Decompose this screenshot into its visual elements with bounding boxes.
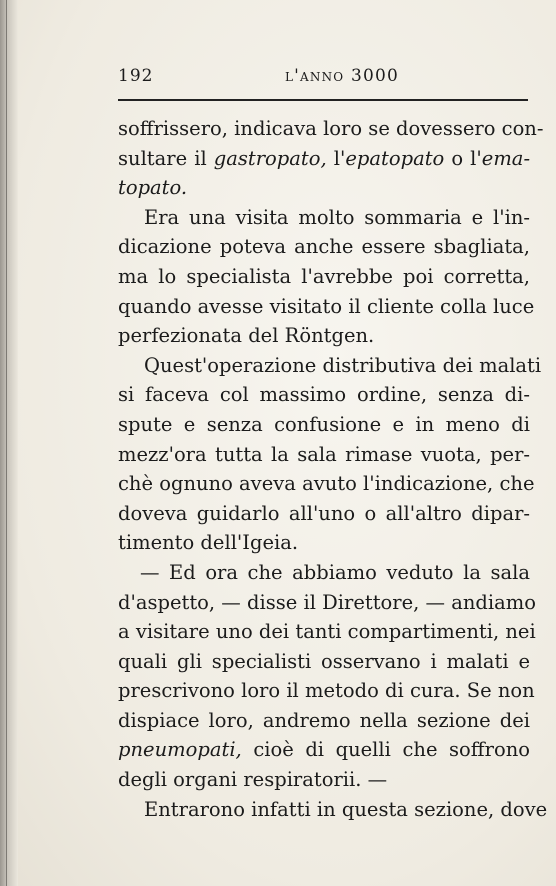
text-line: soffrissero, indicava loro se dovessero con-	[118, 117, 544, 140]
text-line: quali gli specialisti osservano i malati e	[118, 649, 530, 673]
text-line: Quest'operazione distributiva dei malati	[144, 353, 542, 377]
text-line: si faceva col massimo ordine, senza di-	[118, 383, 530, 407]
body-text	[118, 114, 548, 824]
text-line: dispiace loro, andremo nella sezione dei	[118, 708, 530, 732]
text-line: sultare il gastropato, l'epatopato o l'ema-	[118, 146, 531, 170]
text-line: ma lo specialista l'avrebbe poi corretta,	[118, 264, 530, 288]
page-number: 192	[118, 66, 154, 86]
text-line: a visitare uno dei tanti compartimenti, nei	[118, 620, 536, 644]
text-line: quando avesse visitato il cliente colla luce	[118, 294, 535, 318]
text-line: degli organi respiratorii. —	[118, 768, 388, 792]
text-line: mezz'ora tutta la sala rimase vuota, per-	[118, 442, 530, 466]
running-title: l'anno 3000	[285, 66, 400, 86]
page-header	[118, 60, 528, 88]
text-line: timento dell'Igeia.	[118, 531, 299, 555]
text-line: topato.	[118, 176, 188, 200]
text-line: prescrivono loro il metodo di cura. Se non	[118, 679, 535, 703]
header-rule	[118, 99, 528, 101]
text-line: d'aspetto, — disse il Direttore, — andiamo	[118, 590, 537, 614]
text-line: perfezionata del Röntgen.	[118, 324, 375, 348]
text-line: — Ed ora che abbiamo veduto la sala	[140, 560, 530, 584]
text-line: chè ognuno aveva avuto l'indicazione, che	[118, 472, 535, 496]
text-line: spute e senza confusione e in meno di	[118, 412, 530, 436]
book-binding-edge	[0, 0, 18, 886]
text-line: pneumopati, cioè di quelli che soffrono	[118, 738, 530, 762]
text-line: doveva guidarlo all'uno o all'altro dipar-	[118, 501, 530, 525]
text-line: dicazione poteva anche essere sbagliata,	[118, 235, 530, 259]
text-line: Era una visita molto sommaria e l'in-	[144, 205, 530, 229]
text-line: Entrarono infatti in questa sezione, dove	[144, 797, 548, 821]
